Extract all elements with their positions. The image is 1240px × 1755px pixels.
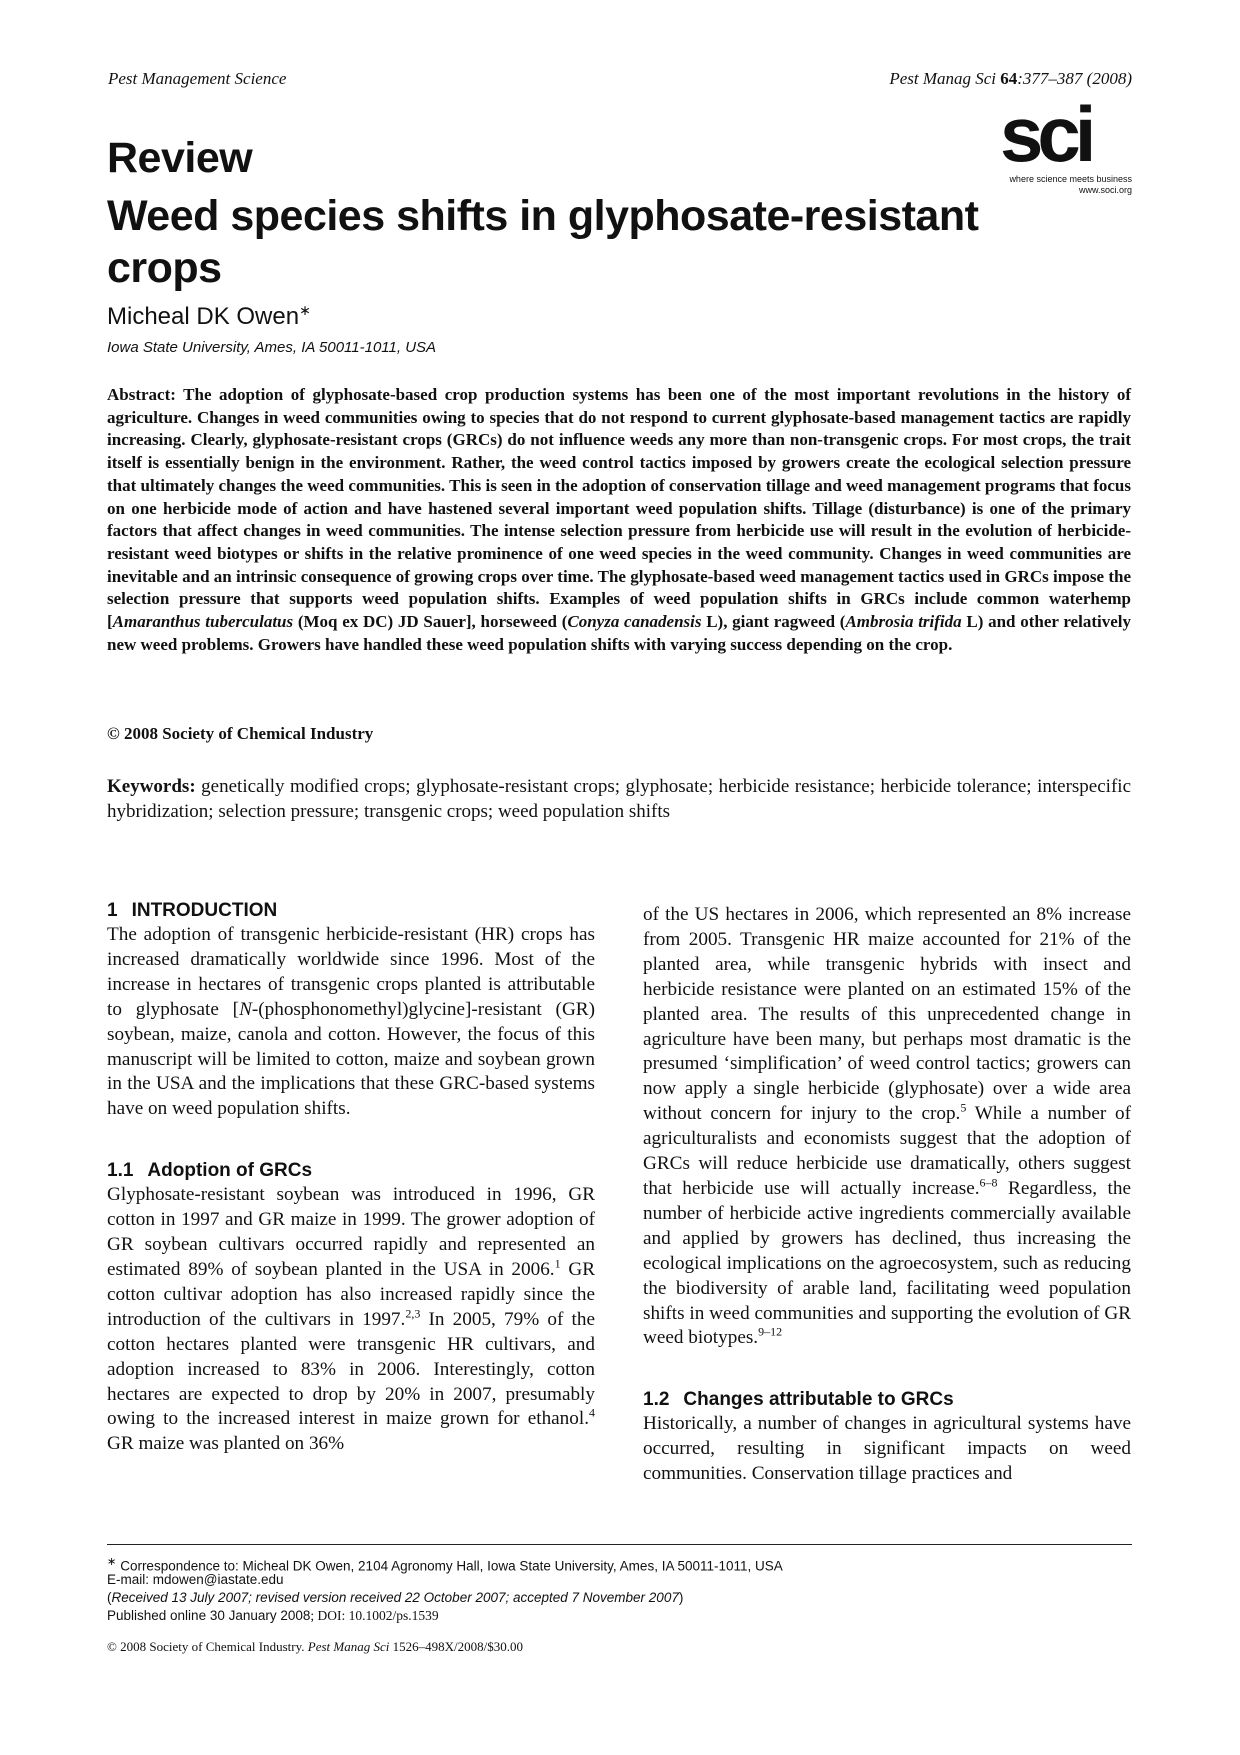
right-column <box>643 903 1131 1487</box>
article-type: Review <box>107 134 253 182</box>
section-heading-adoption <box>107 1158 595 1183</box>
body-text: While a number of agriculturalists and economists suggest that the adoption of GRCs will reduce herbicide use dramatically, others suggest that herbicide use will actually increase. <box>643 1103 1132 1199</box>
copyright-issn: 1526–498X/2008/$30.00 <box>389 1639 523 1654</box>
body-text: -(phosphonomethyl)glycine]-resistant (GR) soybean, maize, canola and cotton. However, the focus of this manuscript will be limited to cotton, maize and soybean grown in the USA and the implications that these GRC-based systems have on weed population shifts. <box>107 998 595 1120</box>
body-text: Glyphosate-resistant soybean was introduced in 1996, GR cotton in 1997 and GR maize in 1999. The grower adoption of GR soybean cultivars occurred rapidly and represented an estimated 89% of soybean planted in the USA in 2006. <box>107 1184 595 1280</box>
body-italic: N <box>239 998 252 1020</box>
citation-ref: 1 <box>554 1256 561 1271</box>
citation-ref: 4 <box>589 1406 595 1421</box>
published-date: Published online 30 January 2008 <box>107 1608 311 1623</box>
species-name: Amaranthus tuberculatus <box>112 612 294 632</box>
adoption-paragraph <box>107 1183 595 1457</box>
body-text: In 2005, 79% of the cotton hectares planted were transgenic HR cultivars, and adoption increased to 83% in 2006. Interestingly, cotton hectares are expected to drop by 20% in 2007, presumably owing to the increased interest in maize grown for ethanol. <box>107 1308 595 1430</box>
body-text: GR maize was planted on 36% <box>107 1433 345 1455</box>
author-affiliation: Iowa State University, Ames, IA 50011-1011, USA <box>107 339 437 356</box>
sci-logo <box>1000 90 1132 195</box>
logo-url: www.soci.org <box>1078 185 1132 195</box>
running-header-citation <box>889 69 1132 89</box>
keywords-text: genetically modified crops; glyphosate-resistant crops; glyphosate; herbicide resistance; herbicide tolerance; interspecific hybridization; selection pressure; transgenic crops; weed population shifts <box>107 776 1131 822</box>
body-text: The adoption of transgenic herbicide-resistant (HR) crops has increased dramatically worldwide since 1996. Most of the increase in hectares of transgenic crops planted is attributable to glyphosate [ <box>107 924 595 1020</box>
section-title: INTRODUCTION <box>131 900 278 921</box>
citation-ref: 6–8 <box>979 1175 998 1190</box>
footer-copyright <box>107 1638 523 1656</box>
copyright-journal: Pest Manag Sci <box>307 1639 390 1654</box>
author-email: E-mail: mdowen@iastate.edu <box>107 1572 284 1587</box>
section-number: 1.1 <box>107 1160 134 1182</box>
abstract-text: L), giant ragweed ( <box>701 612 846 632</box>
author-footnote-mark: ∗ <box>299 302 311 318</box>
abstract-text: (Moq ex DC) JD Sauer], horseweed ( <box>293 612 568 632</box>
body-text: Regardless, the number of herbicide active ingredients commercially available and applied by growers has declined, thus increasing the ecological implications on the agroecosystem, such as reducing the biodiversity of arable land, facilitating weed population shifts in weed communities and supporting the evolution of GR weed biotypes. <box>643 1177 1131 1349</box>
keywords-label: Keywords: <box>107 776 196 797</box>
changes-paragraph: Historically, a number of changes in agricultural systems have occurred, resulting in significant impacts on weed communities. Conservation tillage practices and <box>643 1413 1131 1485</box>
citation-pages-year: :377–387 (2008) <box>1017 69 1132 88</box>
received-dates: (Received 13 July 2007; revised version received 22 October 2007; accepted 7 November 2007) <box>107 1590 684 1605</box>
body-text: of the US hectares in 2006, which represented an 8% increase from 2005. Transgenic HR maize accounted for 21% of the planted area, while transgenic hybrids with insect and herbicide resistance were planted on an estimated 15% of the planted area. The results of this unprecedented change in agriculture have been many, but perhaps most dramatic is the presumed ‘simplification’ of weed control tactics; growers can now apply a single herbicide (glyphosate) over a wide area without concern for injury to the crop. <box>643 904 1131 1125</box>
citation-ref: 9–12 <box>758 1325 783 1340</box>
section-heading-introduction <box>107 898 595 923</box>
received-dates-text: Received 13 July 2007; revised version received 22 October 2007; accepted 7 November 2007 <box>111 1590 679 1605</box>
species-name: Ambrosia trifida <box>845 612 962 632</box>
logo-tagline-text: where science meets business <box>1009 174 1132 184</box>
doi: ; DOI: 10.1002/ps.1539 <box>310 1608 439 1623</box>
citation-prefix: Pest Manag Sci <box>889 69 1001 88</box>
citation-ref: 2,3 <box>405 1306 421 1321</box>
copyright-text: © 2008 Society of Chemical Industry. <box>107 1639 308 1654</box>
abstract-label: Abstract: <box>107 385 176 404</box>
section-title: Changes attributable to GRCs <box>683 1389 954 1411</box>
species-name: Conyza canadensis <box>567 612 702 632</box>
footnote-divider <box>107 1544 1132 1545</box>
intro-paragraph <box>107 923 595 1122</box>
abstract <box>107 384 1131 656</box>
adoption-paragraph-continued <box>643 903 1131 1351</box>
correspondence-text: Correspondence to: Micheal DK Owen, 2104 Agronomy Hall, Iowa State University, Ames, IA 50011-1011, USA <box>116 1558 783 1574</box>
left-column <box>107 898 595 1457</box>
section-number: 1.2 <box>643 1389 670 1411</box>
article-author <box>107 302 311 331</box>
publication-info <box>107 1607 439 1625</box>
citation-ref: 5 <box>960 1100 967 1115</box>
article-title: Weed species shifts in glyphosate-resistant crops <box>107 192 979 292</box>
author-name: Micheal DK Owen <box>107 303 300 330</box>
abstract-text: The adoption of glyphosate-based crop production systems has been one of the most important revolutions in the history of agriculture. Changes in weed communities owing to species that do not respond to current glyphosate-based management tactics are rapidly increasing. Clearly, glyphosate-resistant crops (GRCs) do not influence weeds any more than non-transgenic crops. For most crops, the trait itself is essentially benign in the environment. Rather, the weed control tactics imposed by growers create the ecological selection pressure that ultimately changes the weed communities. This is seen in the adoption of conservation tillage and weed management programs that focus on one herbicide mode of action and have hastened several important weed population shifts. Tillage (disturbance) is one of the primary factors that affect changes in weed communities. The intense selection pressure from herbicide use will result in the evolution of herbicide-resistant weed biotypes or shifts in the relative prominence of one weed species in the weed community. Changes in weed communities are inevitable and an intrinsic consequence of growing crops over time. The glyphosate-based weed management tactics used in GRCs impose the selection pressure that supports weed population shifts. Examples of weed population shifts in GRCs include common waterhemp [ <box>107 385 1131 632</box>
running-header-journal: Pest Management Science <box>108 69 287 88</box>
keywords <box>107 775 1131 824</box>
section-number: 1 <box>107 900 118 921</box>
section-heading-changes <box>643 1387 1131 1412</box>
section-title: Adoption of GRCs <box>147 1160 313 1182</box>
body-text: GR cotton cultivar adoption has also increased rapidly since the introduction of the cultivars in 1997. <box>107 1258 595 1330</box>
citation-volume: 64 <box>1000 69 1018 88</box>
footnote-mark: ∗ <box>107 1556 117 1568</box>
abstract-copyright: © 2008 Society of Chemical Industry <box>107 724 374 743</box>
sci-logo-word: sci <box>1000 90 1091 178</box>
abstract-text: L) and other relatively new weed problems. Growers have handled these weed population shifts with varying success depending on the crop. <box>107 612 1131 654</box>
